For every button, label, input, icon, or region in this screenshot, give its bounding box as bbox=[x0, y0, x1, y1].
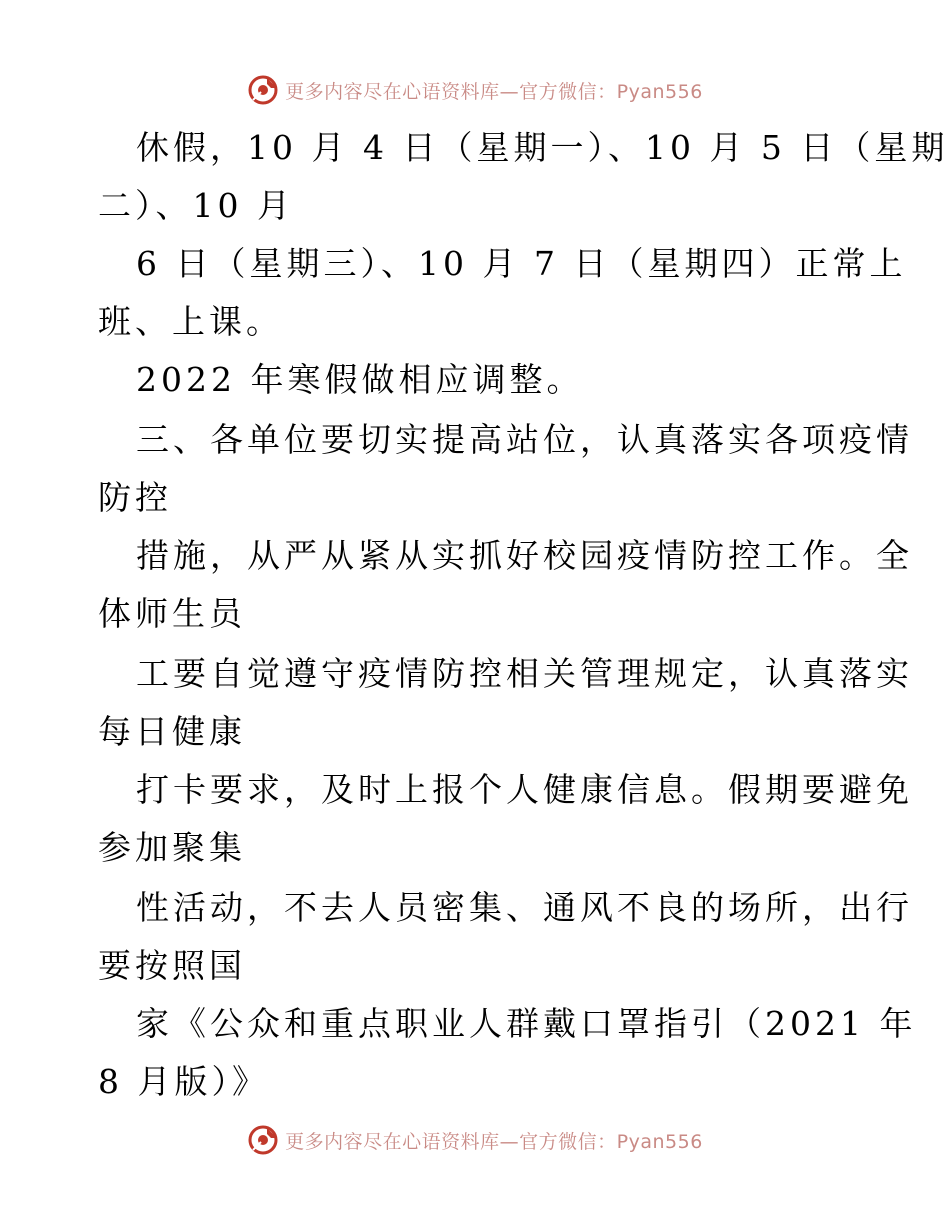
footer-watermark bbox=[0, 1122, 950, 1158]
paragraph-line: 防控 bbox=[98, 478, 172, 517]
paragraph-line: 措施，从严从紧从实抓好校园疫情防控工作。全 bbox=[136, 536, 913, 575]
brand-logo-icon bbox=[247, 74, 279, 106]
paragraph-line: 打卡要求，及时上报个人健康信息。假期要避免 bbox=[136, 770, 913, 809]
paragraph-line: 每日健康 bbox=[98, 712, 246, 751]
paragraph-line: 班、上课。 bbox=[98, 302, 283, 341]
watermark-text: 更多内容尽在心语资料库—官方微信：Pyan556 bbox=[285, 1130, 703, 1153]
watermark-text: 更多内容尽在心语资料库—官方微信：Pyan556 bbox=[285, 80, 703, 103]
paragraph-line: 2022 年寒假做相应调整。 bbox=[136, 360, 584, 399]
paragraph-line: 休假，10 月 4 日（星期一）、10 月 5 日（星期 bbox=[136, 128, 949, 167]
paragraph-line: 工要自觉遵守疫情防控相关管理规定，认真落实 bbox=[136, 654, 913, 693]
header-watermark bbox=[0, 72, 950, 108]
paragraph-line: 二）、10 月 bbox=[98, 186, 294, 225]
paragraph-line: 三、各单位要切实提高站位，认真落实各项疫情 bbox=[136, 420, 913, 459]
paragraph-line: 性活动，不去人员密集、通风不良的场所，出行 bbox=[136, 888, 913, 927]
brand-logo-icon bbox=[247, 1124, 279, 1156]
paragraph-line: 要按照国 bbox=[98, 946, 246, 985]
paragraph-line: 体师生员 bbox=[98, 594, 246, 633]
paragraph-line: 家《公众和重点职业人群戴口罩指引（2021 年 bbox=[136, 1004, 917, 1043]
paragraph-line: 6 日（星期三）、10 月 7 日（星期四）正常上 bbox=[136, 244, 907, 283]
paragraph-line: 8 月版）》 bbox=[98, 1062, 269, 1101]
paragraph-line: 参加聚集 bbox=[98, 828, 246, 867]
